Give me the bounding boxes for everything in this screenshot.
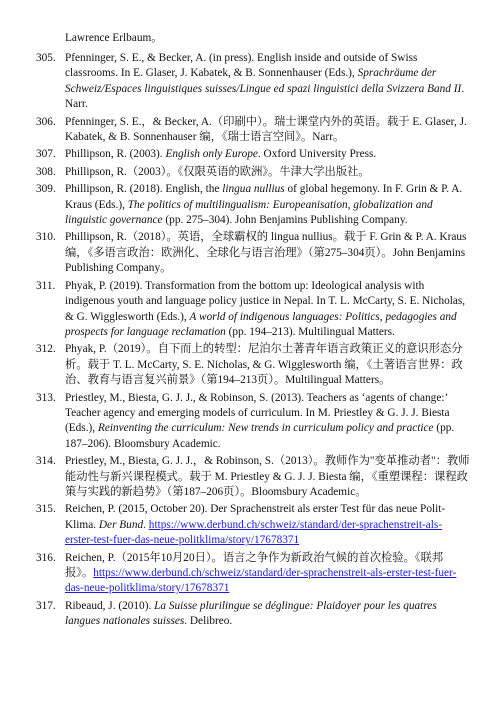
reference-text: Priestley, M., Biesta, G. J. J.，& Robinson, S.（2013）。教师作为"变革推动者"：教师能动性与新兴课程模式。载于 M. Priestley & G. J. J. Biesta 编，《重塑课程：课程政策与实践的新趋势》（第187–206页）。Bloomsbury Academic。 — [65, 455, 470, 498]
reference-number: 308. — [36, 165, 56, 178]
reference-text: Pfenninger, S. E.，& Becker, A.（印刷中）。瑞士课堂内外的英语。载于 E. Glaser, J. Kabatek, & B. Sonnenhauser 编，《瑞士语言空间》。Narr。 — [65, 115, 467, 144]
reference-entry — [0, 454, 470, 500]
reference-entry — [0, 342, 470, 388]
reference-text: Reichen, P. (2015, October 20). Der Sprachenstreit als erster Test für das neue Polit-Klima. — [65, 503, 446, 531]
reference-entry — [0, 279, 470, 341]
reference-text: Phyak, P. (2019). Transformation from the bottom up: Ideological analysis with indigenous youth and language policy justice in Nepal. In T. L. McCarty, S. E. Nicholas, & G. Wigglesworth (Eds.), — [65, 279, 466, 323]
reference-text: . Delibreo. — [184, 615, 233, 628]
reference-text: (pp. 194–213). Multilingual Matters. — [225, 325, 395, 338]
reference-text: (pp. 275–304). John Benjamins Publishing Company. — [162, 214, 408, 227]
reference-number: 317. — [36, 599, 56, 612]
reference-entry — [0, 51, 470, 113]
reference-title-italic: Sprachräume der Schweiz/Espaces linguistiques suisses/Lingue ed spazi linguistici della Svizzera Band II — [65, 67, 462, 95]
reference-number: 314. — [36, 455, 56, 468]
continued-reference-text: Lawrence Erlbaum。 — [65, 32, 163, 44]
reference-number: 310. — [36, 231, 56, 244]
reference-title-italic: English only Europe — [165, 148, 258, 161]
reference-entry — [0, 165, 470, 180]
reference-number: 305. — [36, 52, 56, 64]
reference-text: Phyak, P.（2019）。自下而上的转型：尼泊尔土著青年语言政策正义的意识形态分析。载于 T. L. McCarty, S. E. Nicholas, & G. Wigglesworth 编，《土著语言世界：政治、教育与语言复兴前景》（第194–213页）。Multilingual Matters。 — [65, 343, 463, 387]
reference-text: Phillipson, R.（2003）。《仅限英语的欧洲》。牛津大学出版社。 — [65, 165, 370, 178]
reference-entry — [0, 230, 470, 276]
reference-text: Phillipson, R. (2018). English, the — [65, 183, 223, 196]
reference-text: . Oxford University Press. — [257, 148, 377, 161]
reference-title-italic: lingua nullius — [222, 183, 285, 196]
reference-url-link[interactable]: https://www.derbund.ch/schweiz/standard/der-sprachenstreit-als-erster-test-fuer-das-neue-politklima/story/17678371 — [65, 567, 457, 595]
reference-number: 307. — [36, 148, 56, 161]
reference-entry — [0, 599, 470, 630]
reference-text: Phillipson, R.（2018）。英语，全球霸权的 lingua nullius。载于 F. Grin & P. A. Kraus 编，《多语言政治：欧洲化、全球化与语言治理》（第275–304页）。John Benjamins Publishing Company。 — [65, 231, 467, 275]
reference-title-italic: A world of indigenous languages: Politics, pedagogies and prospects for language reclamation — [65, 310, 457, 338]
reference-url-link[interactable]: https://www.derbund.ch/schweiz/standard/der-sprachenstreit-als-erster-test-fuer-das-neue-politklima/story/17678371 — [65, 518, 443, 547]
reference-entry — [0, 551, 470, 597]
reference-list — [0, 51, 470, 632]
reference-title-italic: La Suisse plurilingue se déglingue: Plaidoyer pour les quatres langues nationales suisses — [65, 599, 437, 628]
reference-text: (pp. 187–206). Bloomsbury Academic. — [65, 422, 455, 450]
reference-number: 312. — [36, 343, 56, 356]
reference-text: Reichen, P.（2015年10月20日）。语言之争作为新政治气候的首次检验。《联邦报》。 — [65, 551, 444, 579]
reference-number: 316. — [36, 551, 56, 564]
reference-entry — [0, 115, 470, 146]
reference-number: 309. — [36, 183, 56, 196]
reference-title-italic: The politics of multilingualism: Europeanisation, globalization and linguistic governance — [65, 198, 433, 227]
reference-number: 306. — [36, 115, 56, 128]
reference-text: . — [143, 518, 149, 531]
reference-text: Ribeaud, J. (2010). — [65, 599, 155, 612]
reference-text: Priestley, M., Biesta, G. J. J., & Robinson, S. (2013). Teachers as ‘agents of change:’ Teacher agency and emerging models of curriculum. In M. Priestley & G. J. J. Biesta (Eds.), — [65, 391, 450, 435]
reference-entry — [0, 182, 470, 228]
reference-number: 311. — [36, 279, 56, 292]
reference-title-italic: Reinventing the curriculum: New trends in curriculum policy and practice — [97, 422, 434, 435]
reference-text: . Narr. — [65, 82, 465, 111]
reference-number: 315. — [36, 503, 56, 516]
reference-entry — [0, 147, 470, 162]
reference-text: Phillipson, R. (2003). — [65, 148, 166, 161]
reference-title-italic: Der Bund — [98, 518, 144, 531]
reference-number: 313. — [36, 391, 56, 404]
reference-entry — [0, 502, 470, 548]
reference-text: of global hegemony. In F. Grin & P. A. Kraus (Eds.), — [65, 183, 463, 211]
reference-entry — [0, 391, 470, 453]
reference-text: Pfenninger, S. E., & Becker, A. (in press). English inside and outside of Swiss classrooms. In E. Glaser, J. Kabatek, & B. Sonnenhauser (Eds.), — [65, 52, 418, 80]
